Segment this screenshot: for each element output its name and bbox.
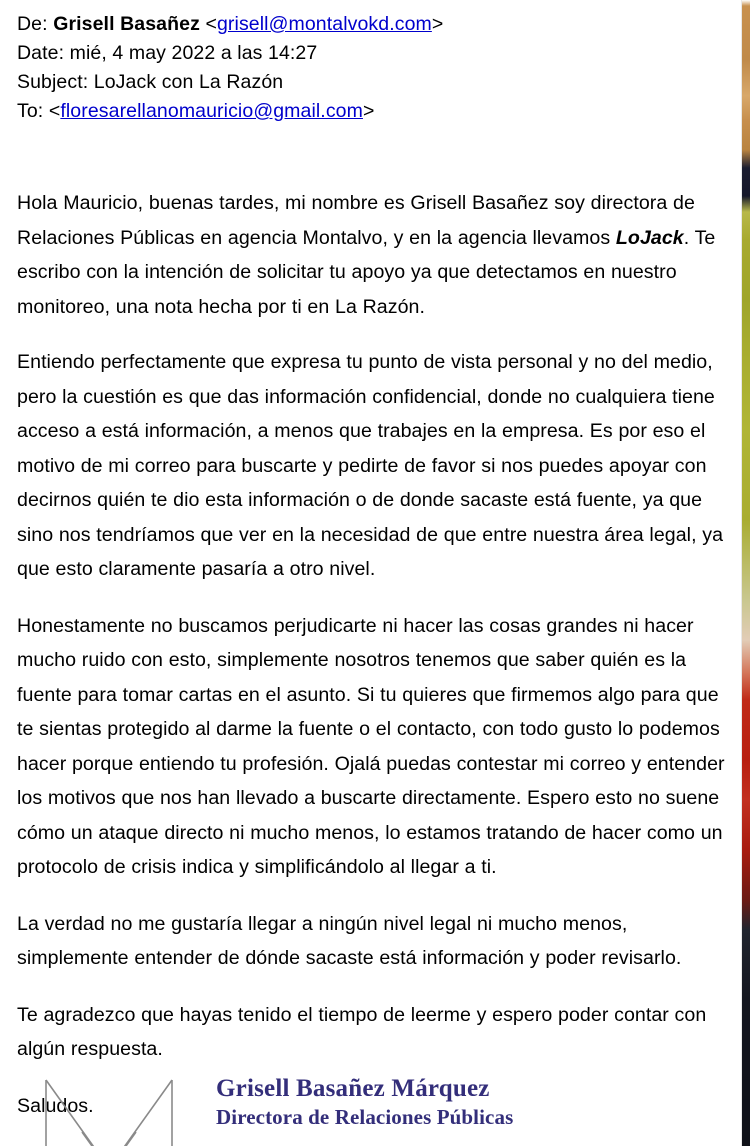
from-label: De:: [17, 13, 48, 35]
to-label: To:: [17, 100, 44, 122]
to-email-link[interactable]: floresarellanomauricio@gmail.com: [60, 100, 363, 122]
signature-role: Directora de Relaciones Públicas: [216, 1105, 514, 1129]
body-paragraph-3: Honestamente no buscamos perjudicarte ni hacer las cosas grandes ni hacer mucho ruido con esto, simplemente nosotros tenemos que saber quién es la fuente para tomar cartas en el asunto. Si tu quieres que firmemos algo para que te sientas protegido al darme la fuente o el contacto, con todo gusto lo podemos hacer porque entiendo tu profesión. Ojalá puedas contestar mi correo y entender los motivos que nos han llevado a buscarte directamente. Espero esto no suene cómo un ataque directo ni mucho menos, lo estamos tratando de hacer como un protocolo de crisis indica y simplificándolo al llegar a ti.: [17, 614, 725, 878]
angle-close-to: >: [362, 100, 375, 122]
header-from-line: [17, 10, 717, 39]
body-paragraph-4: La verdad no me gustaría llegar a ningún nivel legal ni mucho menos, simplemente entender de dónde sacaste está información y poder revisarlo.: [17, 912, 682, 969]
from-email-link[interactable]: grisell@montalvokd.com: [216, 13, 432, 35]
email-body: [17, 186, 735, 1145]
body-paragraph-2: Entiendo perfectamente que expresa tu punto de vista personal y no del medio, pero la cuestión es que das información confidencial, donde no cualquiera tiene acceso a está información, a menos que trabajes en la empresa. Es por eso el motivo de mi correo para buscarte y pedirte de favor si nos puedes apoyar con decirnos quién te dio esta información o de donde sacaste está fuente, ya que sino nos tendríamos que ver en la necesidad de que entre nuestra área legal, ya que esto claramente pasaría a otro nivel.: [17, 351, 724, 580]
date-value: mié, 4 may 2022 a las 14:27: [69, 42, 318, 64]
header-subject-line: [17, 68, 717, 97]
email-header: [17, 10, 717, 126]
body-paragraph-1: [17, 186, 735, 324]
subject-label: Subject:: [17, 71, 89, 93]
angle-open-to: <: [48, 100, 61, 122]
angle-close: >: [431, 13, 444, 35]
header-to-line: [17, 97, 717, 126]
angle-open: <: [205, 13, 217, 35]
signature-name: Grisell Basañez Márquez: [216, 1075, 490, 1102]
right-edge-color-strip: [742, 0, 750, 1146]
header-date-line: [17, 39, 717, 68]
montalvo-logo-icon: [34, 1076, 184, 1146]
subject-value: LoJack con La Razón: [93, 71, 284, 93]
signature-text-block: [216, 1074, 513, 1131]
body-closing-salutation: Saludos.: [17, 1094, 94, 1117]
from-sender-name: Grisell Basañez: [53, 13, 200, 35]
paragraph-1-text-before-brand: Hola Mauricio, buenas tardes, mi nombre es Grisell Basañez soy directora de Relaciones Públicas en agencia Montalvo, y en la agencia llevamos: [17, 192, 695, 249]
brand-name-lojack: LoJack: [615, 226, 684, 249]
body-paragraph-5: Te agradezco que hayas tenido el tiempo de leerme y espero poder contar con algún respuesta.: [17, 1003, 707, 1060]
date-label: Date:: [17, 42, 65, 64]
email-signature: [0, 1062, 750, 1146]
paragraph-1-text-after-brand: . Te escribo con la intención de solicitar tu apoyo ya que detectamos en nuestro monitoreo, una nota hecha por ti en La Razón.: [17, 226, 716, 318]
